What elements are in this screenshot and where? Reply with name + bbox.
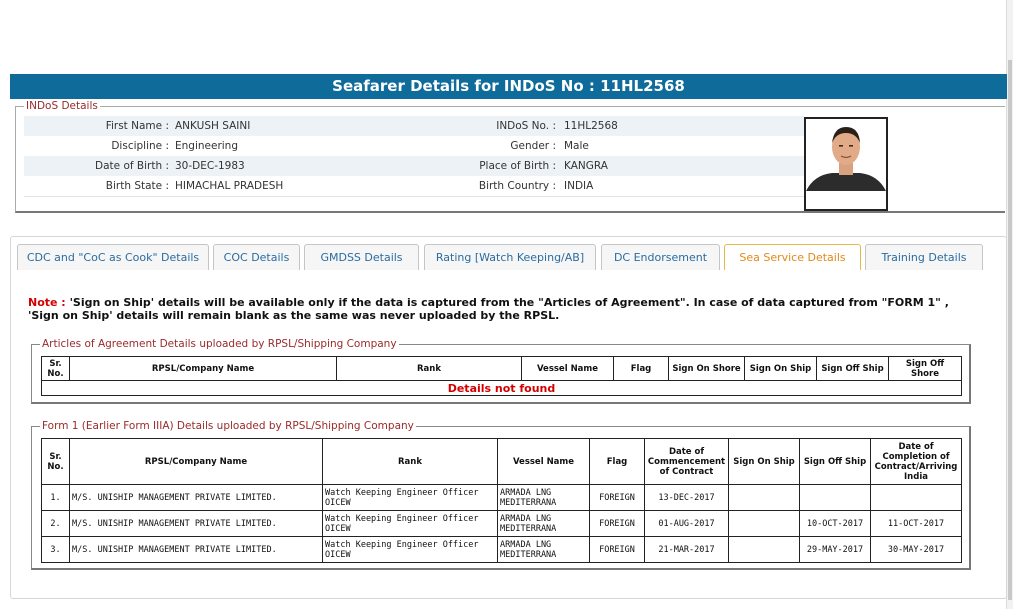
tab-sea-service-details[interactable]: Sea Service Details xyxy=(724,244,861,270)
note-body: 'Sign on Ship' details will be available only if the data is captured from the "Articles of Agreement". In case of data captured from "FORM 1" , 'Sign on Ship' details will remain blank as the same was never uploaded by the RPSL. xyxy=(28,296,949,322)
articles-header-row xyxy=(42,357,962,381)
tab-rating[interactable]: Rating [Watch Keeping/AB] xyxy=(424,244,596,270)
tab-coc-details[interactable]: COC Details xyxy=(213,244,300,270)
col-commencement: Date of Commencement of Contract xyxy=(645,439,729,485)
sign-on-ship-cell xyxy=(729,511,800,537)
page-scrollbar[interactable] xyxy=(1006,0,1013,609)
form1-legend: Form 1 (Earlier Form IIIA) Details uploaded by RPSL/Shipping Company xyxy=(42,420,414,432)
table-row xyxy=(42,511,962,537)
birth-country-label: Birth Country : xyxy=(478,180,556,192)
col-sr-no: Sr. No. xyxy=(42,357,70,381)
flag-cell: FOREIGN xyxy=(590,511,645,537)
col-sign-off-ship: Sign Off Ship xyxy=(800,439,871,485)
first-name-value: ANKUSH SAINI xyxy=(175,120,251,132)
seafarer-photo xyxy=(804,117,888,211)
company-cell: M/S. UNISHIP MANAGEMENT PRIVATE LIMITED. xyxy=(70,511,323,537)
birth-state-value: HIMACHAL PRADESH xyxy=(175,180,284,192)
col-sign-on-ship: Sign On Ship xyxy=(745,357,817,381)
completion-cell: 11-OCT-2017 xyxy=(871,511,962,537)
tab-dc-endorsement[interactable]: DC Endorsement xyxy=(601,244,720,270)
info-row-discipline xyxy=(24,136,804,156)
col-rpsl: RPSL/Company Name xyxy=(70,357,337,381)
indos-no-label: INDoS No. : xyxy=(496,120,556,132)
company-cell: M/S. UNISHIP MANAGEMENT PRIVATE LIMITED. xyxy=(70,485,323,511)
commencement-cell: 21-MAR-2017 xyxy=(645,537,729,563)
place-of-birth-value: KANGRA xyxy=(564,160,608,172)
details-not-found: Details not found xyxy=(42,381,962,396)
form1-header-row xyxy=(42,439,962,485)
col-sr-no: Sr. No. xyxy=(42,439,70,485)
flag-cell: FOREIGN xyxy=(590,537,645,563)
col-sign-on-ship: Sign On Ship xyxy=(729,439,800,485)
sign-off-ship-cell: 29-MAY-2017 xyxy=(800,537,871,563)
col-sign-on-shore: Sign On Shore xyxy=(669,357,745,381)
discipline-value: Engineering xyxy=(175,140,238,152)
sr-no-cell: 3. xyxy=(42,537,70,563)
col-rank: Rank xyxy=(337,357,522,381)
tab-gmdss-details[interactable]: GMDSS Details xyxy=(304,244,419,270)
col-sign-off-shore: Sign Off Shore xyxy=(889,357,962,381)
table-row xyxy=(42,537,962,563)
tab-cdc-details[interactable]: CDC and "CoC as Cook" Details xyxy=(17,244,209,270)
discipline-label: Discipline : xyxy=(111,140,169,152)
rank-cell: Watch Keeping Engineer Officer OICEW xyxy=(323,537,498,563)
info-row-name xyxy=(24,116,804,136)
birth-state-label: Birth State : xyxy=(105,180,169,192)
gender-value: Male xyxy=(564,140,589,152)
articles-legend: Articles of Agreement Details uploaded by RPSL/Shipping Company xyxy=(42,338,397,350)
vessel-cell: ARMADA LNG MEDITERRANA xyxy=(498,537,590,563)
first-name-label: First Name : xyxy=(105,120,169,132)
place-of-birth-label: Place of Birth : xyxy=(479,160,556,172)
articles-empty-row xyxy=(42,381,962,396)
rank-cell: Watch Keeping Engineer Officer OICEW xyxy=(323,485,498,511)
note-label: Note : xyxy=(28,296,66,309)
gender-label: Gender : xyxy=(510,140,556,152)
company-cell: M/S. UNISHIP MANAGEMENT PRIVATE LIMITED. xyxy=(70,537,323,563)
person-photo-icon xyxy=(806,119,886,209)
form1-table xyxy=(41,438,962,563)
completion-cell xyxy=(871,485,962,511)
commencement-cell: 13-DEC-2017 xyxy=(645,485,729,511)
tab-training-details[interactable]: Training Details xyxy=(865,244,983,270)
note-text xyxy=(28,296,978,322)
dob-label: Date of Birth : xyxy=(95,160,169,172)
col-completion: Date of Completion of Contract/Arriving India xyxy=(871,439,962,485)
col-flag: Flag xyxy=(590,439,645,485)
sr-no-cell: 1. xyxy=(42,485,70,511)
col-rpsl: RPSL/Company Name xyxy=(70,439,323,485)
indos-no-value: 11HL2568 xyxy=(564,120,618,132)
commencement-cell: 01-AUG-2017 xyxy=(645,511,729,537)
sign-on-ship-cell xyxy=(729,485,800,511)
vessel-cell: ARMADA LNG MEDITERRANA xyxy=(498,511,590,537)
vessel-cell: ARMADA LNG MEDITERRANA xyxy=(498,485,590,511)
completion-cell: 30-MAY-2017 xyxy=(871,537,962,563)
sign-on-ship-cell xyxy=(729,537,800,563)
col-sign-off-ship: Sign Off Ship xyxy=(817,357,889,381)
scrollbar-thumb[interactable] xyxy=(1008,60,1012,600)
sign-off-ship-cell xyxy=(800,485,871,511)
indos-details-legend: INDoS Details xyxy=(26,100,98,112)
flag-cell: FOREIGN xyxy=(590,485,645,511)
dob-value: 30-DEC-1983 xyxy=(175,160,245,172)
col-rank: Rank xyxy=(323,439,498,485)
articles-table xyxy=(41,356,962,396)
col-vessel: Vessel Name xyxy=(498,439,590,485)
birth-country-value: INDIA xyxy=(564,180,594,192)
info-row-state xyxy=(24,176,804,196)
page-title: Seafarer Details for INDoS No : 11HL2568 xyxy=(10,74,1007,99)
col-vessel: Vessel Name xyxy=(522,357,614,381)
rank-cell: Watch Keeping Engineer Officer OICEW xyxy=(323,511,498,537)
sr-no-cell: 2. xyxy=(42,511,70,537)
col-flag: Flag xyxy=(614,357,669,381)
info-row-birth xyxy=(24,156,804,176)
sign-off-ship-cell: 10-OCT-2017 xyxy=(800,511,871,537)
table-row xyxy=(42,485,962,511)
info-divider xyxy=(24,196,804,197)
